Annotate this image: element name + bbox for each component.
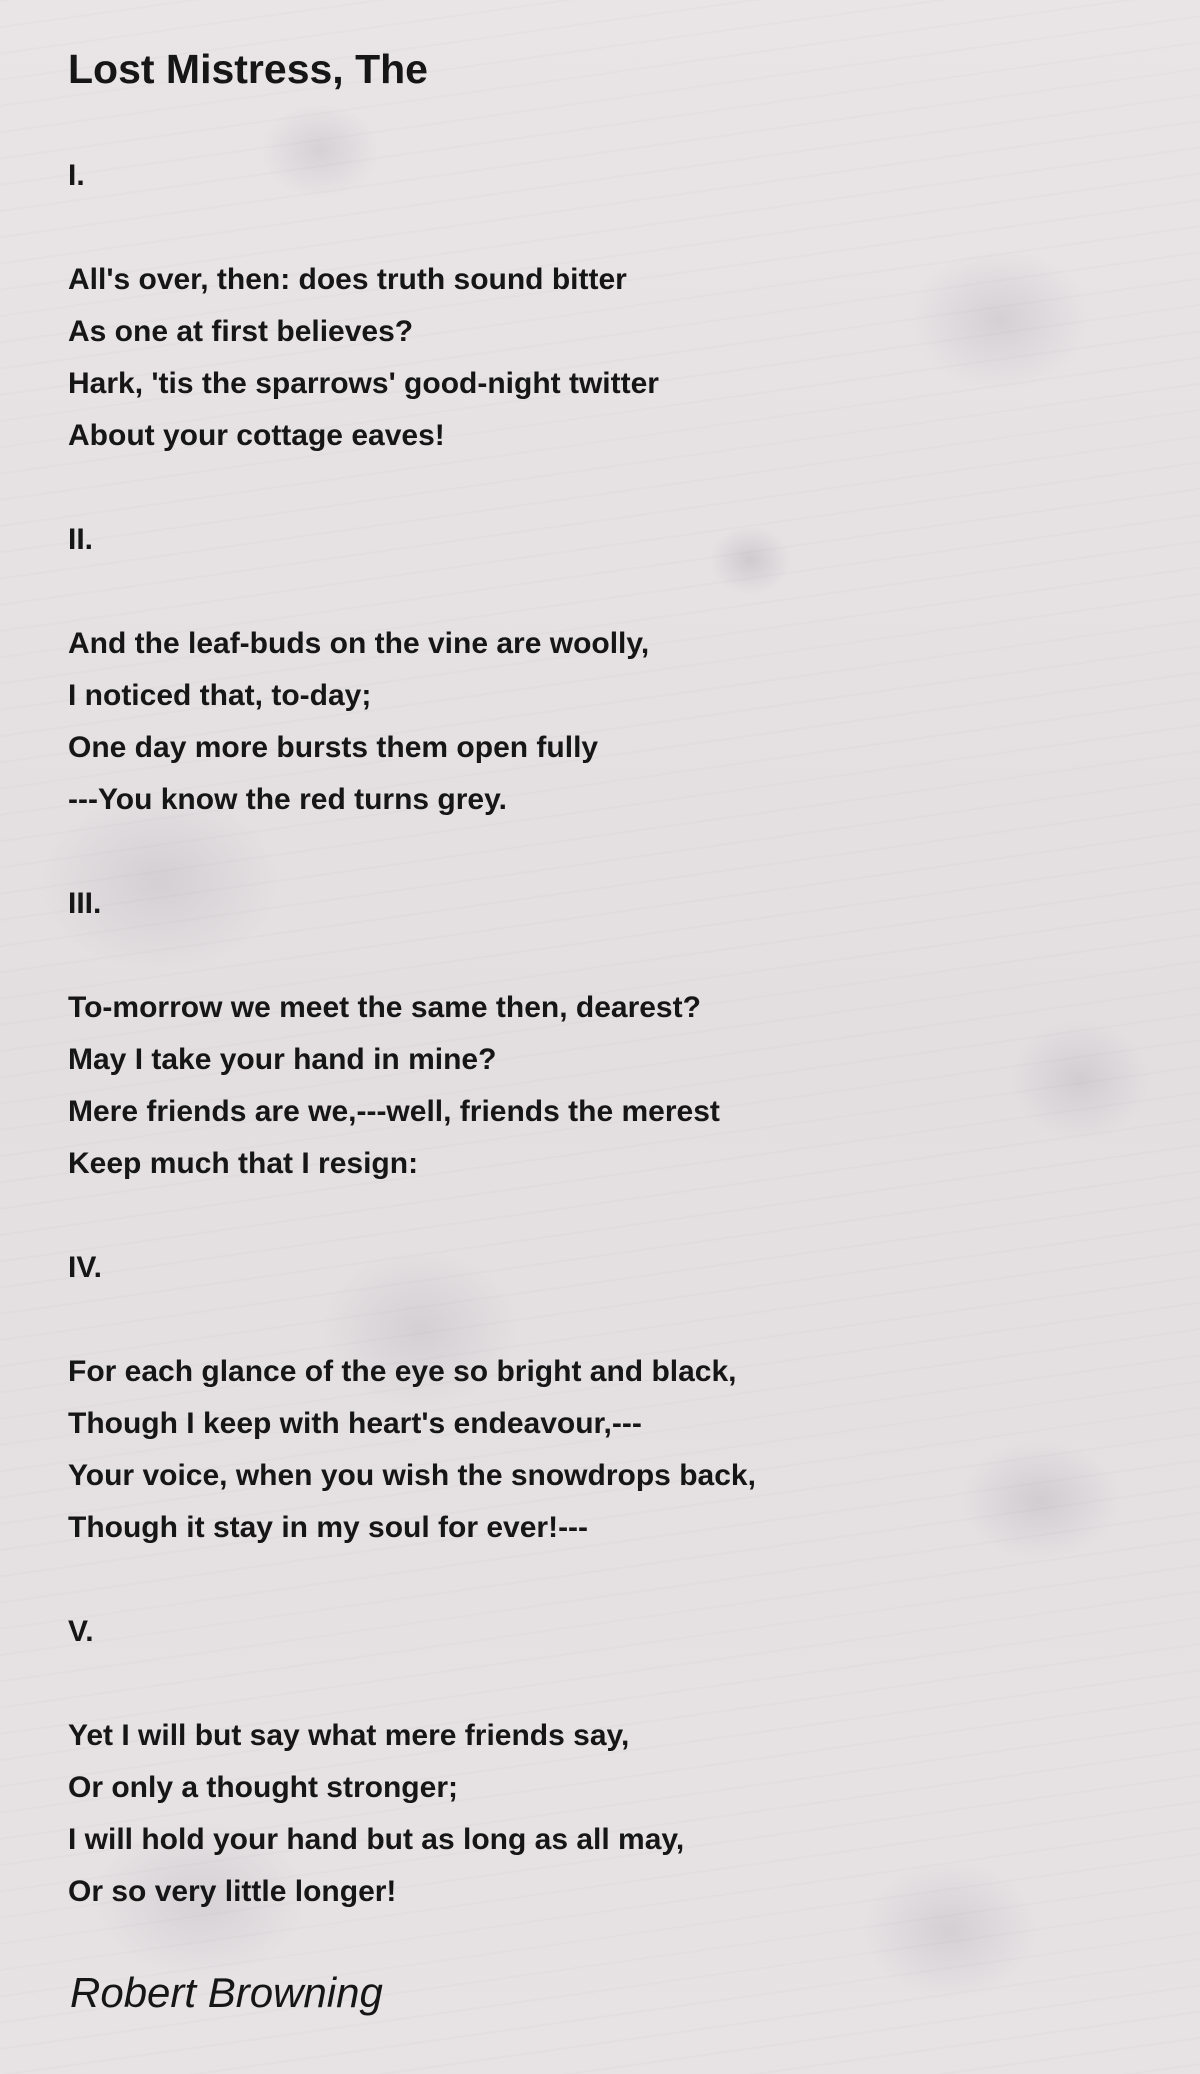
- stanza-gap: [68, 566, 756, 618]
- poem-line: To-morrow we meet the same then, dearest?: [68, 991, 701, 1024]
- poem-line: As one at first believes?: [68, 315, 414, 348]
- poem-line: All's over, then: does truth sound bitter: [68, 263, 627, 296]
- poem-line: Yet I will but say what mere friends say,: [68, 1719, 630, 1752]
- poem-line: I noticed that, to-day;: [68, 679, 372, 712]
- poem-line: One day more bursts them open fully: [68, 731, 599, 764]
- stanza-number: V.: [68, 1615, 94, 1648]
- stanza-gap: [68, 826, 756, 878]
- stanza-gap: [68, 1294, 756, 1346]
- poem-line: Though it stay in my soul for ever!---: [68, 1511, 589, 1544]
- poem-title: Lost Mistress, The: [68, 46, 428, 92]
- stanza-number: III.: [68, 887, 102, 920]
- poem-line: For each glance of the eye so bright and black,: [68, 1355, 737, 1388]
- poem-line: May I take your hand in mine?: [68, 1043, 497, 1076]
- poem-author: Robert Browning: [70, 1969, 383, 2016]
- poem-line: Though I keep with heart's endeavour,---: [68, 1407, 642, 1440]
- poem-body: [68, 150, 756, 1918]
- poem-line: About your cottage eaves!: [68, 419, 445, 452]
- stanza-gap: [68, 1658, 756, 1710]
- poem-line: Hark, 'tis the sparrows' good-night twitter: [68, 367, 659, 400]
- poem-line: Mere friends are we,---well, friends the merest: [68, 1095, 720, 1128]
- poem-line: I will hold your hand but as long as all may,: [68, 1823, 685, 1856]
- poem-line: Or only a thought stronger;: [68, 1771, 458, 1804]
- stanza-number: IV.: [68, 1251, 102, 1284]
- stanza-gap: [68, 1190, 756, 1242]
- poem-line: Your voice, when you wish the snowdrops back,: [68, 1459, 756, 1492]
- stanza-gap: [68, 202, 756, 254]
- stanza-gap: [68, 930, 756, 982]
- stanza-gap: [68, 462, 756, 514]
- stanza-number: II.: [68, 523, 94, 556]
- stanza-number: I.: [68, 159, 85, 192]
- poem-line: Keep much that I resign:: [68, 1147, 419, 1180]
- poem-line: ---You know the red turns grey.: [68, 783, 507, 816]
- poem-line: And the leaf-buds on the vine are woolly,: [68, 627, 650, 660]
- poem-line: Or so very little longer!: [68, 1875, 397, 1908]
- stanza-gap: [68, 1554, 756, 1606]
